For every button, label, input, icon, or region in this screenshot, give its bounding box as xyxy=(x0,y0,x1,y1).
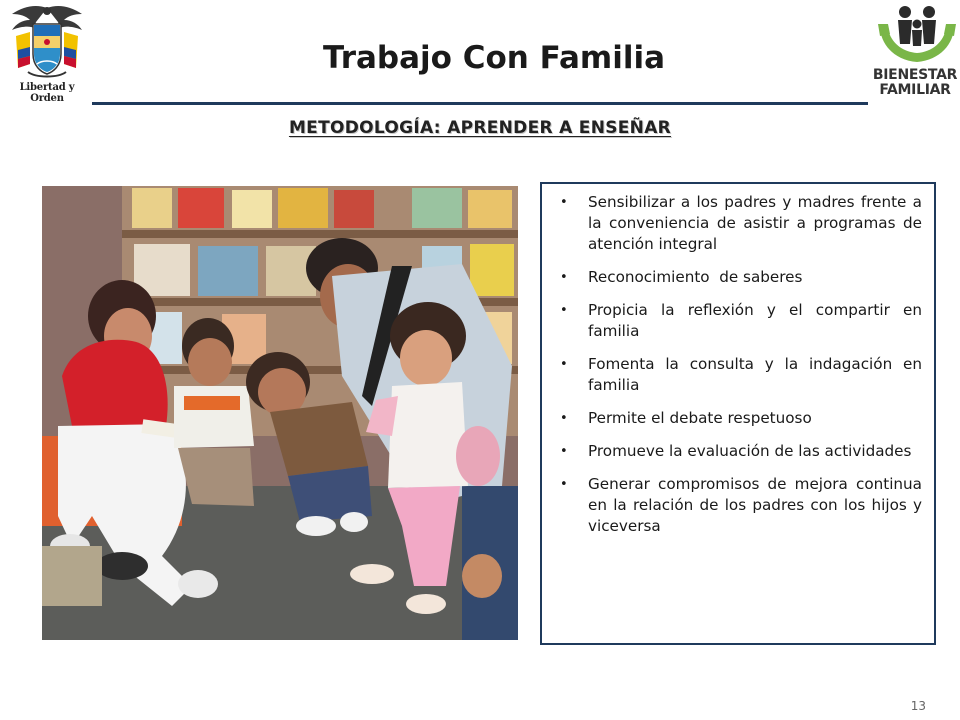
bullet-text: Fomenta la consulta y la indagación en familia xyxy=(588,355,922,394)
bullet-item xyxy=(554,408,922,429)
section-subtitle: METODOLOGÍA: APRENDER A ENSEÑAR xyxy=(288,118,672,138)
bullet-item xyxy=(554,192,922,255)
photo-illustration xyxy=(42,186,518,640)
bullet-text: Reconocimiento de saberes xyxy=(588,268,803,286)
bullet-glyph: • xyxy=(560,411,568,426)
header-divider xyxy=(92,102,868,105)
page-number: 13 xyxy=(910,699,926,713)
bienestar-familiar-logo xyxy=(872,4,958,104)
bullet-item xyxy=(554,300,922,342)
bullet-glyph: • xyxy=(560,444,568,459)
bienestar-familiar-brand xyxy=(872,68,958,98)
bullet-glyph: • xyxy=(560,303,568,318)
methodology-bullet-panel xyxy=(540,182,936,645)
bullet-text: Generar compromisos de mejora continua en la relación de los padres con los hijos y viceversa xyxy=(588,475,922,535)
bullet-item xyxy=(554,267,922,288)
bullet-text: Promueve la evaluación de las actividades xyxy=(588,442,912,460)
bullet-text: Sensibilizar a los padres y madres frente a la conveniencia de asistir a programas de atención integral xyxy=(588,193,922,253)
bullet-glyph: • xyxy=(560,477,568,492)
bienestar-familiar-logo-icon xyxy=(874,4,960,68)
bullet-item xyxy=(554,441,922,462)
coat-of-arms-motto: Libertad y Orden xyxy=(19,82,75,104)
bullet-glyph: • xyxy=(560,357,568,372)
family-reading-photo xyxy=(42,186,518,640)
brand-line-2: FAMILIAR xyxy=(879,82,951,98)
bullet-text: Permite el debate respetuoso xyxy=(588,409,812,427)
page-title: Trabajo Con Familia xyxy=(322,40,666,76)
bullet-item xyxy=(554,474,922,537)
bullet-text: Propicia la reflexión y el compartir en familia xyxy=(588,301,922,340)
methodology-bullet-list xyxy=(554,192,922,537)
bullet-glyph: • xyxy=(560,195,568,210)
brand-line-1: BIENESTAR xyxy=(872,67,958,83)
bullet-glyph: • xyxy=(560,270,568,285)
bullet-item xyxy=(554,354,922,396)
